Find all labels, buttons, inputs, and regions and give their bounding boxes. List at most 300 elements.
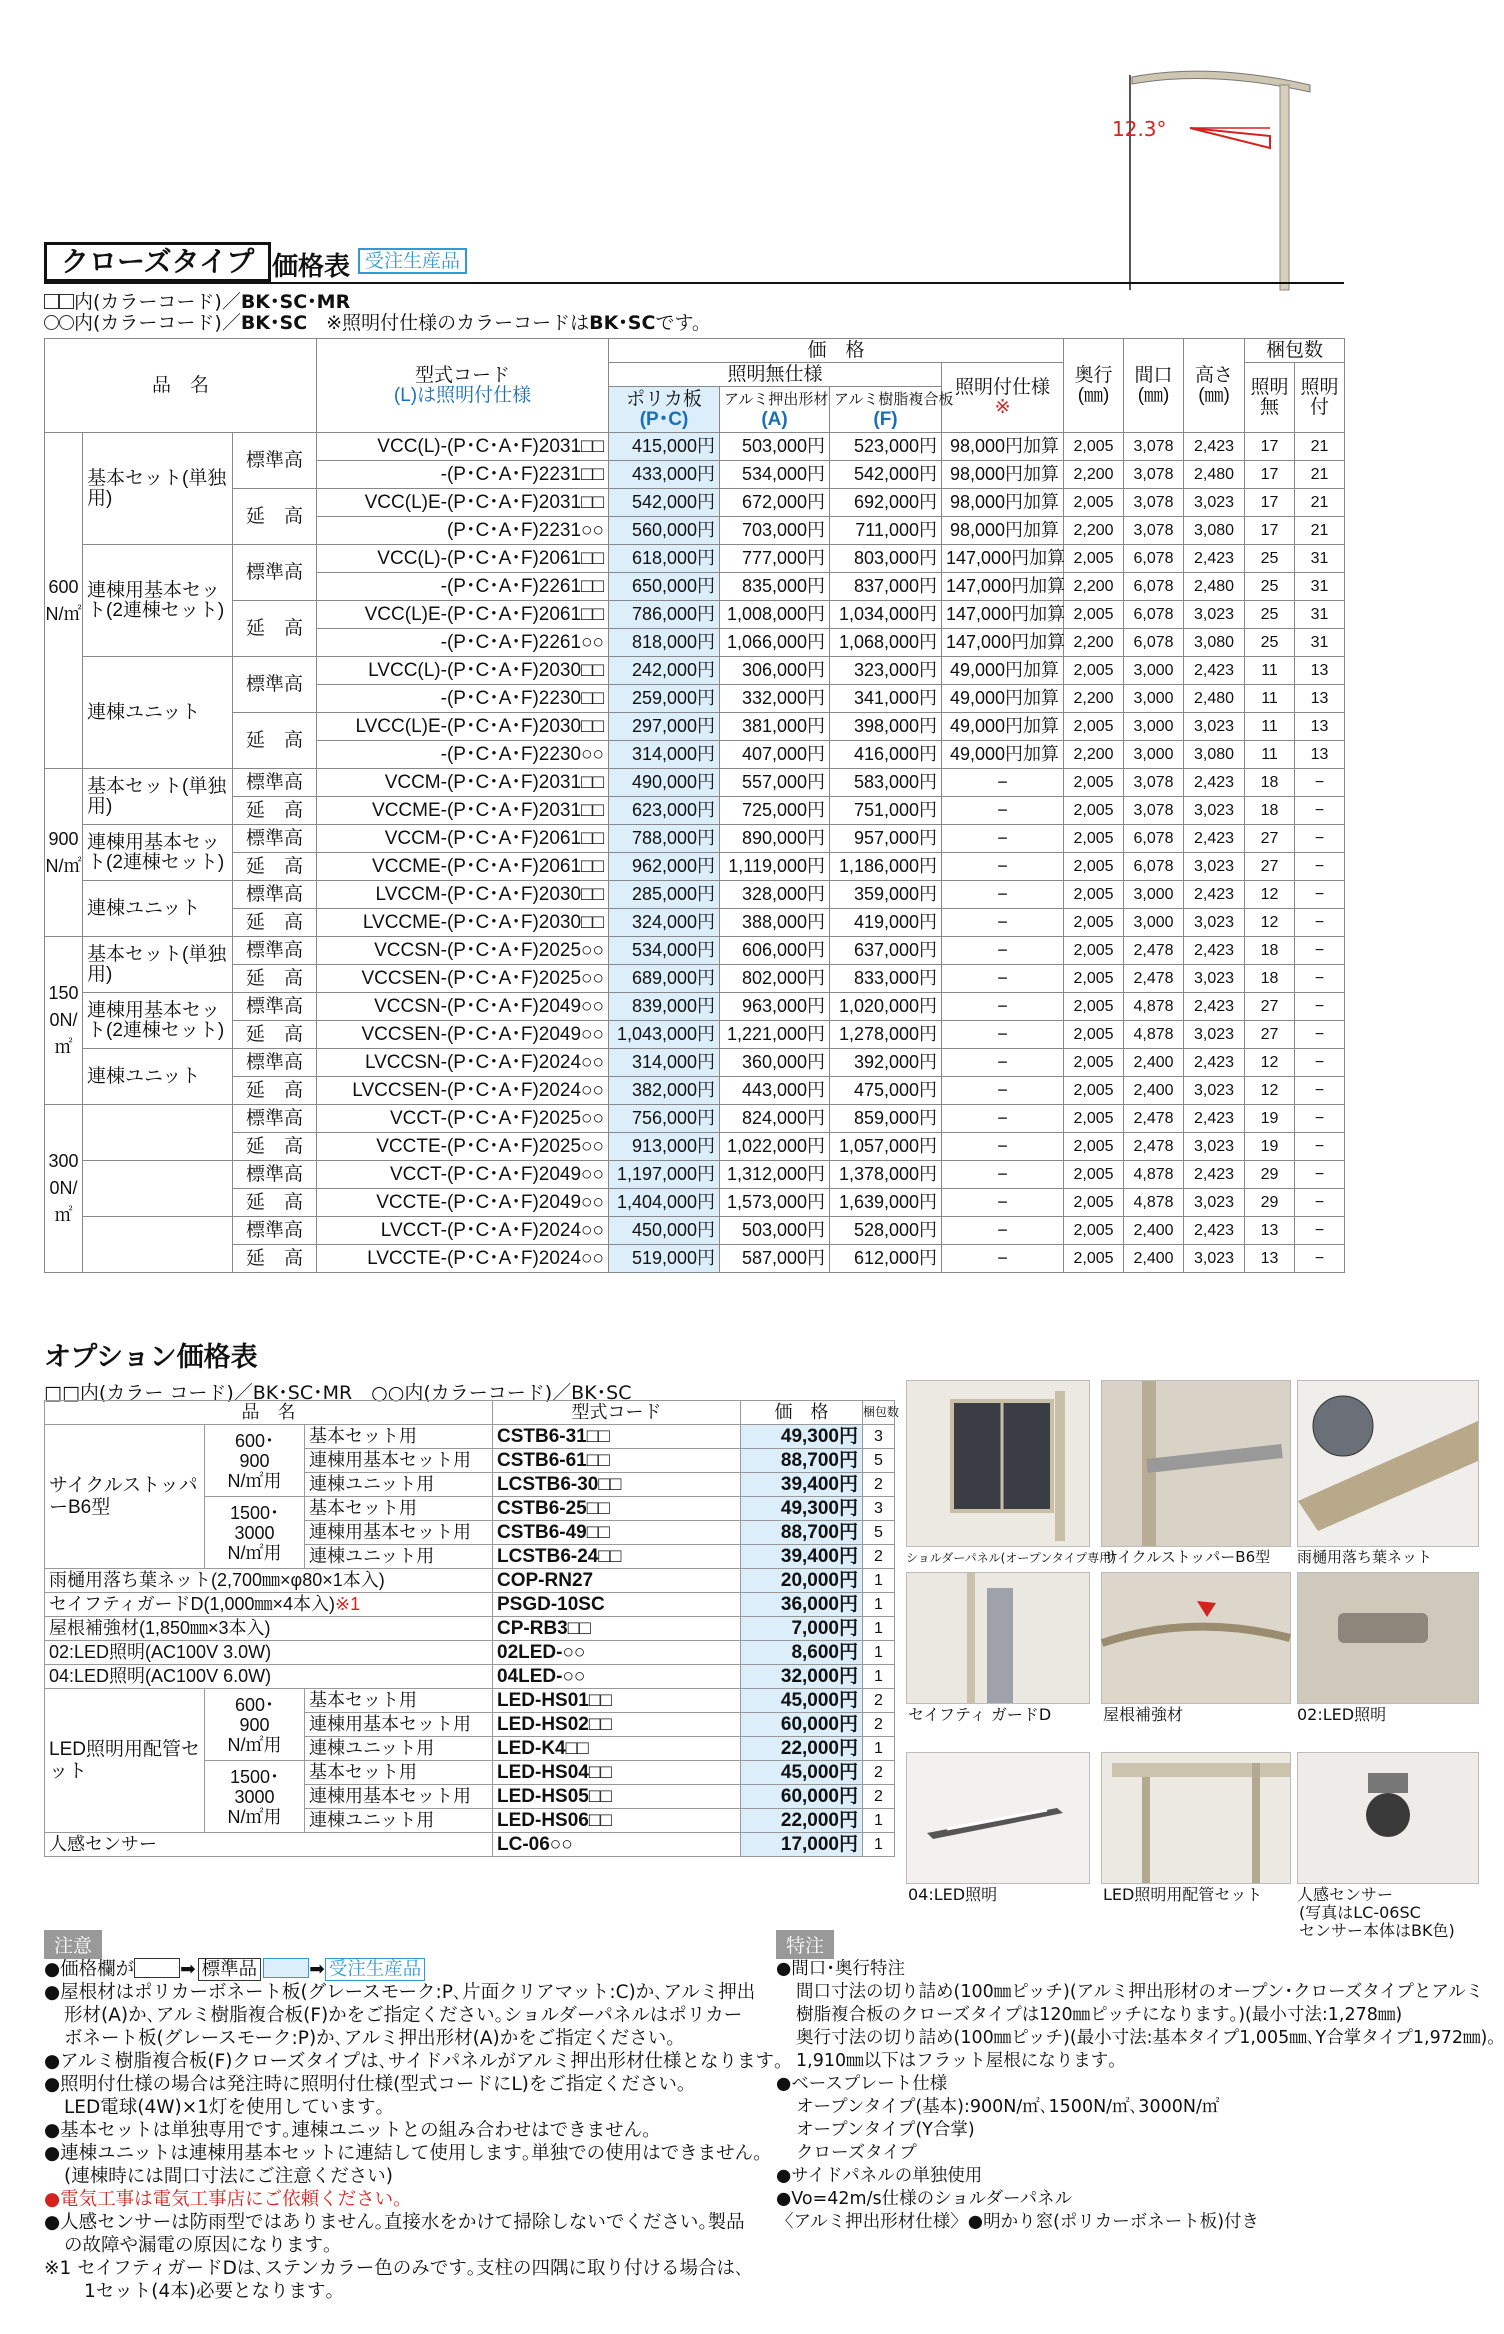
option-code: CP-RB3□□ (493, 1617, 741, 1641)
option-price: 32,000円 (741, 1665, 863, 1689)
width: 2,400 (1124, 1049, 1184, 1077)
model-code: LVCC(L)-(P･C･A･F)2030□□ (317, 657, 609, 685)
model-code: VCCT-(P･C･A･F)2049○○ (317, 1161, 609, 1189)
height-type: 標準高 (233, 937, 317, 965)
price-a: 557,000円 (720, 769, 830, 797)
table-row (45, 489, 1345, 517)
option-pack: 1 (863, 1665, 895, 1689)
pack-no-light: 12 (1245, 1077, 1295, 1105)
model-code: VCCM-(P･C･A･F)2031□□ (317, 769, 609, 797)
depth: 2,005 (1064, 1189, 1124, 1217)
price-pc: 519,000円 (609, 1245, 720, 1273)
photo-roof-reinforcement (1101, 1572, 1291, 1704)
caption-shoulder-panel: ショルダーパネル(オープンタイプ専用) (906, 1551, 1116, 1565)
depth: 2,005 (1064, 1105, 1124, 1133)
width: 6,078 (1124, 853, 1184, 881)
price-light: − (942, 825, 1064, 853)
model-code: VCCTE-(P･C･A･F)2025○○ (317, 1133, 609, 1161)
height: 2,423 (1184, 1105, 1245, 1133)
header-name: 品 名 (45, 339, 317, 433)
option-price: 60,000円 (741, 1713, 863, 1737)
option-price: 88,700円 (741, 1449, 863, 1473)
photo-led-pipe-set (1101, 1752, 1291, 1884)
height-type: 延 高 (233, 601, 317, 657)
caption-motion-sensor-3: センサー本体はBK色) (1299, 1921, 1455, 1940)
option-price: 36,000円 (741, 1593, 863, 1617)
opt-header-name: 品 名 (45, 1401, 493, 1425)
opt-header-pack: 梱包数 (863, 1401, 895, 1425)
price-a: 777,000円 (720, 545, 830, 573)
note-line-4: ボネート板(グレースモーク:P)か､アルミ押出形材(A)かをご指定ください｡ (64, 2028, 676, 2049)
table-row (45, 1689, 895, 1713)
price-light: − (942, 1021, 1064, 1049)
depth: 2,005 (1064, 797, 1124, 825)
header-width: 間口 (㎜) (1124, 339, 1184, 433)
option-name: 連棟用基本セット用 (305, 1521, 493, 1545)
option-group-label: LED照明用配管セット (45, 1689, 205, 1833)
height-type: 延 高 (233, 965, 317, 993)
model-code: VCCME-(P･C･A･F)2031□□ (317, 797, 609, 825)
price-f: 341,000円 (830, 685, 942, 713)
pack-no-light: 11 (1245, 657, 1295, 685)
pack-light: − (1295, 1161, 1345, 1189)
width: 3,078 (1124, 461, 1184, 489)
pack-light: 31 (1295, 629, 1345, 657)
model-code: LVCCT-(P･C･A･F)2024○○ (317, 1217, 609, 1245)
width: 2,478 (1124, 1133, 1184, 1161)
table-row (45, 1189, 1345, 1217)
height-type: 標準高 (233, 993, 317, 1021)
width: 3,078 (1124, 517, 1184, 545)
pack-light: 13 (1295, 657, 1345, 685)
option-name: 連棟用基本セット用 (305, 1785, 493, 1809)
header-price: 価 格 (609, 339, 1064, 363)
width: 3,078 (1124, 797, 1184, 825)
model-code: LVCCTE-(P･C･A･F)2024○○ (317, 1245, 609, 1273)
depth: 2,005 (1064, 713, 1124, 741)
option-price: 49,300円 (741, 1425, 863, 1449)
option-code: CSTB6-31□□ (493, 1425, 741, 1449)
option-code: LED-K4□□ (493, 1737, 741, 1761)
pack-no-light: 11 (1245, 685, 1295, 713)
option-code: LCSTB6-30□□ (493, 1473, 741, 1497)
depth: 2,200 (1064, 573, 1124, 601)
price-f: 1,034,000円 (830, 601, 942, 629)
depth: 2,005 (1064, 769, 1124, 797)
price-a: 381,000円 (720, 713, 830, 741)
pack-no-light: 25 (1245, 545, 1295, 573)
pack-no-light: 18 (1245, 937, 1295, 965)
note-line-14: ※1 セイフティガードDは､ステンカラー色のみです｡支柱の四隅に取り付ける場合は､ (44, 2258, 745, 2279)
option-pack: 1 (863, 1593, 895, 1617)
price-f: 859,000円 (830, 1105, 942, 1133)
caption-cycle-stopper: サイクルストッパーB6型 (1103, 1548, 1271, 1566)
pack-light: − (1295, 1133, 1345, 1161)
note-line-12: ●人感センサーは防雨型ではありません｡直接水をかけて掃除しないでください｡製品 (44, 2212, 745, 2233)
option-name: セイフティガードD(1,000㎜×4本入)※1 (45, 1593, 493, 1617)
price-pc: 618,000円 (609, 545, 720, 573)
height: 3,023 (1184, 1189, 1245, 1217)
option-pack: 2 (863, 1689, 895, 1713)
pack-no-light: 18 (1245, 965, 1295, 993)
option-price: 45,000円 (741, 1761, 863, 1785)
price-pc: 542,000円 (609, 489, 720, 517)
depth: 2,005 (1064, 825, 1124, 853)
price-table (44, 338, 1345, 1273)
price-light: 98,000円加算 (942, 461, 1064, 489)
pack-no-light: 29 (1245, 1189, 1295, 1217)
price-table-title: 価格表 (272, 252, 351, 282)
price-pc: 560,000円 (609, 517, 720, 545)
load-category: 600N/㎡ (45, 433, 83, 769)
header-pc: ポリカ板 (P･C) (609, 387, 720, 433)
table-row (45, 1425, 895, 1449)
table-row (45, 1133, 1345, 1161)
options-color-note: □□内(カラー コード)／BK･SC･MR ○○内(カラーコード)／BK･SC (44, 1382, 632, 1404)
pack-no-light: 18 (1245, 797, 1295, 825)
caption-leaf-net: 雨樋用落ち葉ネット (1297, 1548, 1433, 1566)
pack-no-light: 29 (1245, 1161, 1295, 1189)
load-category: 3000N/㎡ (45, 1105, 83, 1273)
notes-title: 注意 (44, 1930, 102, 1959)
price-pc: 1,404,000円 (609, 1189, 720, 1217)
pack-no-light: 19 (1245, 1105, 1295, 1133)
option-name: 雨樋用落ち葉ネット(2,700㎜×φ80×1本入) (45, 1569, 493, 1593)
pack-no-light: 13 (1245, 1245, 1295, 1273)
price-f: 323,000円 (830, 657, 942, 685)
table-row (45, 433, 1345, 461)
height-type: 標準高 (233, 881, 317, 909)
price-pc: 788,000円 (609, 825, 720, 853)
table-row (45, 1569, 895, 1593)
price-light: − (942, 1245, 1064, 1273)
load-spec: 600･ 900 N/㎡用 (205, 1689, 305, 1761)
price-a: 672,000円 (720, 489, 830, 517)
angle-label: 12.3° (1112, 117, 1167, 141)
pack-no-light: 17 (1245, 433, 1295, 461)
price-a: 360,000円 (720, 1049, 830, 1077)
price-f: 957,000円 (830, 825, 942, 853)
header-depth: 奥行 (㎜) (1064, 339, 1124, 433)
product-name: 連棟用基本セット(2連棟セット) (83, 825, 233, 881)
pack-light: − (1295, 853, 1345, 881)
pack-light: − (1295, 1021, 1345, 1049)
width: 4,878 (1124, 1161, 1184, 1189)
pack-light: − (1295, 993, 1345, 1021)
photo-cycle-stopper (1101, 1380, 1291, 1547)
price-f: 837,000円 (830, 573, 942, 601)
product-name: 連棟ユニット (83, 657, 233, 769)
price-f: 1,057,000円 (830, 1133, 942, 1161)
price-light: 147,000円加算 (942, 573, 1064, 601)
depth: 2,200 (1064, 461, 1124, 489)
pack-no-light: 25 (1245, 573, 1295, 601)
price-pc: 433,000円 (609, 461, 720, 489)
price-light: − (942, 881, 1064, 909)
model-code: LVCCME-(P･C･A･F)2030□□ (317, 909, 609, 937)
model-code: -(P･C･A･F)2231□□ (317, 461, 609, 489)
height: 2,423 (1184, 881, 1245, 909)
price-f: 475,000円 (830, 1077, 942, 1105)
opt-header-price: 価 格 (741, 1401, 863, 1425)
pack-light: − (1295, 965, 1345, 993)
option-name: 連棟ユニット用 (305, 1737, 493, 1761)
price-f: 359,000円 (830, 881, 942, 909)
product-name: 基本セット(単独用) (83, 937, 233, 993)
load-category: 1500N/㎡ (45, 937, 83, 1105)
option-name: 基本セット用 (305, 1689, 493, 1713)
model-code: LVCCSN-(P･C･A･F)2024○○ (317, 1049, 609, 1077)
height-type: 標準高 (233, 657, 317, 713)
option-pack: 2 (863, 1761, 895, 1785)
table-row (45, 993, 1345, 1021)
option-price: 39,400円 (741, 1545, 863, 1569)
note-line-15: 1セット(4本)必要となります｡ (84, 2281, 335, 2302)
option-code: CSTB6-61□□ (493, 1449, 741, 1473)
option-price: 8,600円 (741, 1641, 863, 1665)
price-light: − (942, 1049, 1064, 1077)
height-type: 延 高 (233, 1021, 317, 1049)
pack-no-light: 27 (1245, 853, 1295, 881)
option-price: 39,400円 (741, 1473, 863, 1497)
height-type: 延 高 (233, 1077, 317, 1105)
price-a: 703,000円 (720, 517, 830, 545)
height: 3,023 (1184, 1077, 1245, 1105)
price-f: 1,186,000円 (830, 853, 942, 881)
model-code: LVCC(L)E-(P･C･A･F)2030□□ (317, 713, 609, 741)
price-light: − (942, 937, 1064, 965)
color-note-1: 内(カラーコード)／BK･SC･MR (44, 292, 350, 312)
price-light: 147,000円加算 (942, 601, 1064, 629)
model-code: VCCME-(P･C･A･F)2061□□ (317, 853, 609, 881)
option-name: 04:LED照明(AC100V 6.0W) (45, 1665, 493, 1689)
note-line-9: ●連棟ユニットは連棟用基本セットに連結して使用します｡単独での使用はできません｡ (44, 2143, 763, 2164)
product-name: 連棟用基本セット(2連棟セット) (83, 545, 233, 657)
pack-no-light: 27 (1245, 825, 1295, 853)
pack-no-light: 12 (1245, 881, 1295, 909)
model-code: VCC(L)-(P･C･A･F)2061□□ (317, 545, 609, 573)
pack-light: 31 (1295, 601, 1345, 629)
price-a: 407,000円 (720, 741, 830, 769)
depth: 2,005 (1064, 1245, 1124, 1273)
model-code: VCCSN-(P･C･A･F)2025○○ (317, 937, 609, 965)
height: 3,080 (1184, 517, 1245, 545)
model-code: LVCCM-(P･C･A･F)2030□□ (317, 881, 609, 909)
price-pc: 490,000円 (609, 769, 720, 797)
special-line-9: クローズタイプ (796, 2143, 917, 2163)
depth: 2,005 (1064, 1217, 1124, 1245)
width: 3,000 (1124, 909, 1184, 937)
option-pack: 3 (863, 1497, 895, 1521)
width: 3,000 (1124, 685, 1184, 713)
special-line-2: 間口寸法の切り詰め(100㎜ピッチ)(アルミ押出形材のオープン･クローズタイプとアルミ (796, 1982, 1484, 2002)
load-category: 900N/㎡ (45, 769, 83, 937)
height-type: 標準高 (233, 1161, 317, 1189)
option-pack: 1 (863, 1617, 895, 1641)
option-pack: 1 (863, 1833, 895, 1857)
option-name: 基本セット用 (305, 1497, 493, 1521)
table-row (45, 657, 1345, 685)
model-code: -(P･C･A･F)2230○○ (317, 741, 609, 769)
model-code: -(P･C･A･F)2261○○ (317, 629, 609, 657)
table-row (45, 1833, 895, 1857)
price-f: 833,000円 (830, 965, 942, 993)
depth: 2,005 (1064, 965, 1124, 993)
price-pc: 1,043,000円 (609, 1021, 720, 1049)
option-pack: 3 (863, 1425, 895, 1449)
header-pack-yes: 照明 付 (1295, 363, 1345, 433)
price-f: 711,000円 (830, 517, 942, 545)
option-code: LCSTB6-24□□ (493, 1545, 741, 1569)
pack-no-light: 11 (1245, 741, 1295, 769)
depth: 2,005 (1064, 657, 1124, 685)
price-light: − (942, 853, 1064, 881)
pack-light: − (1295, 937, 1345, 965)
price-pc: 962,000円 (609, 853, 720, 881)
price-a: 725,000円 (720, 797, 830, 825)
note-line-5: ●アルミ樹脂複合板(F)クローズタイプは､サイドパネルがアルミ押出形材仕様となります｡ (44, 2051, 784, 2072)
option-pack: 2 (863, 1785, 895, 1809)
width: 4,878 (1124, 1189, 1184, 1217)
note-line-6: ●照明付仕様の場合は発注時に照明付仕様(型式コードにL)をご指定ください｡ (44, 2074, 687, 2095)
caption-motion-sensor: 人感センサー (1297, 1885, 1394, 1904)
price-pc: 382,000円 (609, 1077, 720, 1105)
height: 3,023 (1184, 489, 1245, 517)
depth: 2,005 (1064, 433, 1124, 461)
option-pack: 2 (863, 1545, 895, 1569)
price-light: − (942, 1217, 1064, 1245)
option-pack: 2 (863, 1473, 895, 1497)
price-f: 1,020,000円 (830, 993, 942, 1021)
photo-led-02 (1297, 1572, 1479, 1704)
pack-light: 31 (1295, 545, 1345, 573)
width: 2,400 (1124, 1217, 1184, 1245)
option-pack: 1 (863, 1641, 895, 1665)
price-a: 1,008,000円 (720, 601, 830, 629)
product-name: 連棟ユニット (83, 881, 233, 937)
table-row (45, 881, 1345, 909)
price-a: 503,000円 (720, 433, 830, 461)
header-pack-no: 照明 無 (1245, 363, 1295, 433)
pack-light: 21 (1295, 433, 1345, 461)
pack-light: − (1295, 1049, 1345, 1077)
height-type: 延 高 (233, 797, 317, 825)
option-name: 02:LED照明(AC100V 3.0W) (45, 1641, 493, 1665)
table-row (45, 713, 1345, 741)
width: 6,078 (1124, 825, 1184, 853)
price-a: 503,000円 (720, 1217, 830, 1245)
price-light: 147,000円加算 (942, 629, 1064, 657)
height: 2,480 (1184, 461, 1245, 489)
model-code: LVCCSEN-(P･C･A･F)2024○○ (317, 1077, 609, 1105)
header-f: アルミ樹脂複合板 (F) (830, 387, 942, 433)
price-light: − (942, 1189, 1064, 1217)
option-name: 連棟ユニット用 (305, 1473, 493, 1497)
price-a: 824,000円 (720, 1105, 830, 1133)
option-code: LED-HS06□□ (493, 1809, 741, 1833)
photo-led-04 (906, 1752, 1090, 1884)
price-a: 890,000円 (720, 825, 830, 853)
load-spec: 1500･ 3000 N/㎡用 (205, 1761, 305, 1833)
table-row (45, 1161, 1345, 1189)
price-a: 1,066,000円 (720, 629, 830, 657)
table-row (45, 909, 1345, 937)
caption-motion-sensor-2: (写真はLC-06SC (1299, 1903, 1421, 1922)
price-pc: 450,000円 (609, 1217, 720, 1245)
option-name: 連棟ユニット用 (305, 1809, 493, 1833)
options-table (44, 1400, 900, 1857)
height-type: 標準高 (233, 1105, 317, 1133)
price-pc: 242,000円 (609, 657, 720, 685)
option-code: CSTB6-25□□ (493, 1497, 741, 1521)
price-a: 328,000円 (720, 881, 830, 909)
option-pack: 1 (863, 1809, 895, 1833)
height: 2,423 (1184, 1217, 1245, 1245)
table-row (45, 601, 1345, 629)
special-line-10: ●サイドパネルの単独使用 (776, 2166, 983, 2186)
option-code: LED-HS02□□ (493, 1713, 741, 1737)
caption-led-pipe-set: LED照明用配管セット (1103, 1885, 1263, 1904)
pack-light: − (1295, 909, 1345, 937)
price-a: 534,000円 (720, 461, 830, 489)
depth: 2,005 (1064, 601, 1124, 629)
width: 4,878 (1124, 1021, 1184, 1049)
header-pack: 梱包数 (1245, 339, 1345, 363)
product-name: 連棟ユニット (83, 1049, 233, 1105)
model-code: VCC(L)E-(P･C･A･F)2031□□ (317, 489, 609, 517)
price-pc: 913,000円 (609, 1133, 720, 1161)
special-block (776, 1958, 1496, 2234)
price-light: − (942, 909, 1064, 937)
table-row (45, 937, 1345, 965)
option-code: LED-HS05□□ (493, 1785, 741, 1809)
model-code: VCCTE-(P･C･A･F)2049○○ (317, 1189, 609, 1217)
height-type: 延 高 (233, 909, 317, 937)
width: 3,000 (1124, 741, 1184, 769)
price-f: 392,000円 (830, 1049, 942, 1077)
price-f: 1,639,000円 (830, 1189, 942, 1217)
table-row (45, 1593, 895, 1617)
depth: 2,005 (1064, 1021, 1124, 1049)
width: 6,078 (1124, 629, 1184, 657)
height: 3,023 (1184, 909, 1245, 937)
pack-light: − (1295, 1189, 1345, 1217)
price-a: 332,000円 (720, 685, 830, 713)
depth: 2,005 (1064, 853, 1124, 881)
option-name: 基本セット用 (305, 1761, 493, 1785)
price-pc: 297,000円 (609, 713, 720, 741)
price-pc: 415,000円 (609, 433, 720, 461)
section-header (44, 242, 1344, 282)
price-light: 49,000円加算 (942, 741, 1064, 769)
table-row (45, 1617, 895, 1641)
header-a: アルミ押出形材 (A) (720, 387, 830, 433)
width: 6,078 (1124, 601, 1184, 629)
height-type: 延 高 (233, 489, 317, 545)
option-name: 基本セット用 (305, 1425, 493, 1449)
width: 3,000 (1124, 657, 1184, 685)
height: 3,023 (1184, 713, 1245, 741)
pack-no-light: 19 (1245, 1133, 1295, 1161)
height: 2,480 (1184, 573, 1245, 601)
height: 2,480 (1184, 685, 1245, 713)
product-name: 基本セット(単独用) (83, 433, 233, 545)
option-pack: 2 (863, 1713, 895, 1737)
width: 2,478 (1124, 1105, 1184, 1133)
special-line-3: 樹脂複合板のクローズタイプは120㎜ピッチになります｡)(最小寸法:1,278㎜) (796, 2005, 1403, 2025)
depth: 2,005 (1064, 1049, 1124, 1077)
product-name (83, 1161, 233, 1217)
